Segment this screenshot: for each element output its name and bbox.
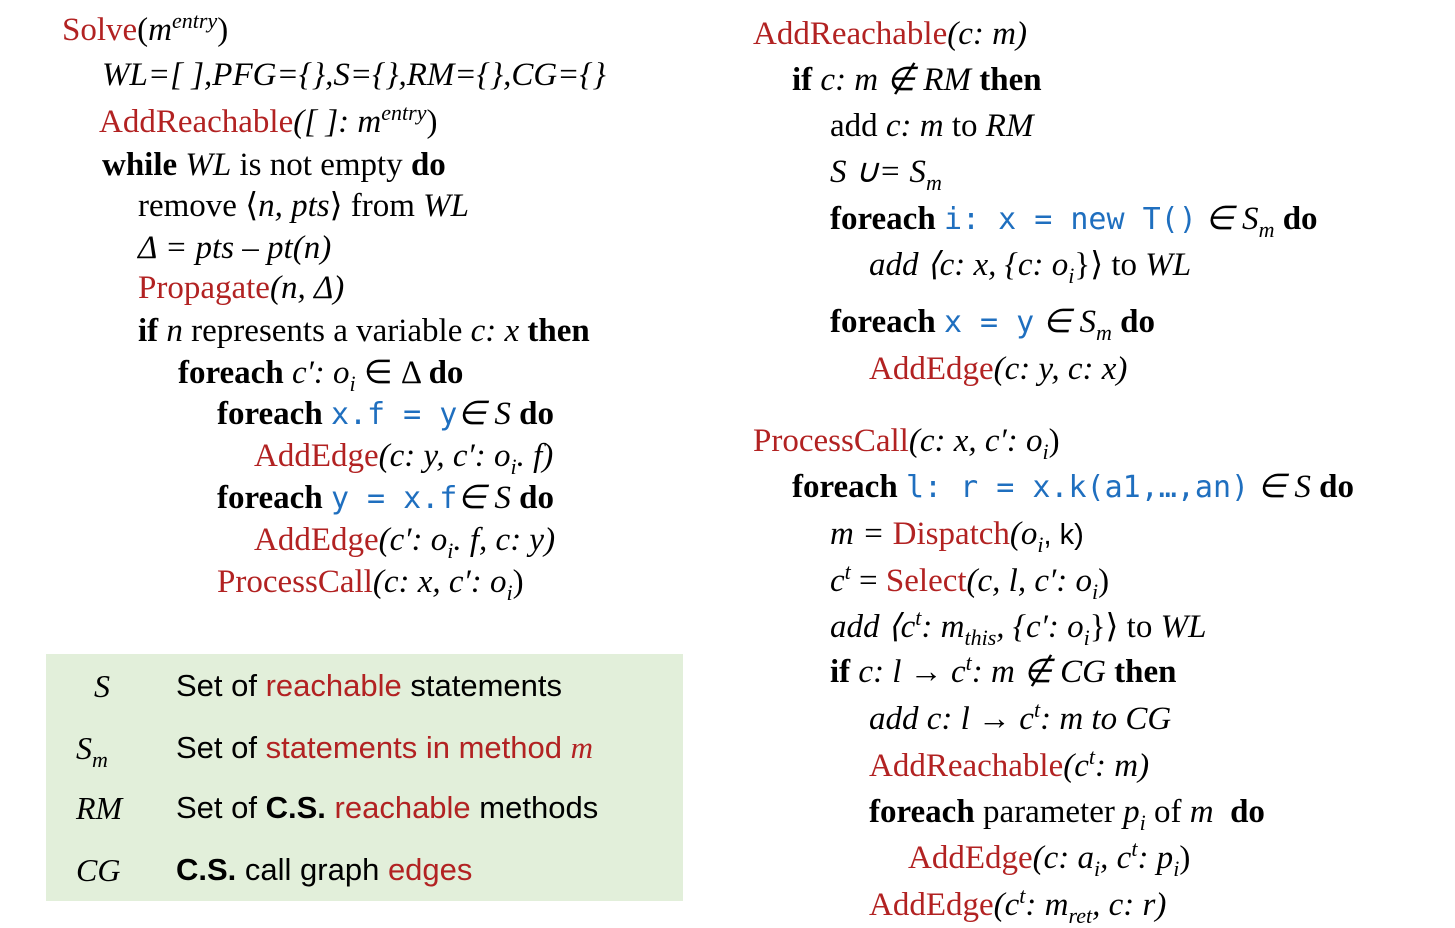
r-add2-d: }⟩ to <box>1089 609 1153 645</box>
if-mid: represents a variable <box>191 313 463 349</box>
r-ae2-b: , c <box>1100 840 1132 876</box>
addreachable-entry-line: AddReachable([ ]: $m^{entry}$) <box>99 100 438 140</box>
r-ar2-b: : m) <box>1095 748 1150 784</box>
foreach-load-line <box>217 478 554 519</box>
r-fe4-mid: parameter <box>982 794 1115 830</box>
fe1-do: do <box>428 355 464 391</box>
if-then: then <box>527 313 590 349</box>
legend-text-rm <box>176 790 598 826</box>
fe1-post: ∈ Δ <box>363 355 421 391</box>
r-ae3-c: , c: r) <box>1092 887 1167 923</box>
entry-sup: entry <box>172 8 218 33</box>
r-add-cm: c: m <box>885 108 944 144</box>
r-union-line <box>830 152 942 195</box>
r-wl: WL <box>1145 247 1192 283</box>
r-foreach-kw-3: foreach <box>792 469 898 505</box>
fe3-code: y = x.f <box>330 481 458 516</box>
r-addreachable-ct-line <box>869 746 1149 786</box>
init-line: WL=[ ],PFG={},S={},RM={},CG={} <box>102 57 606 93</box>
fe3-do: do <box>519 480 554 516</box>
propagate-fn: Propagate <box>138 270 270 306</box>
r-add-rm-line <box>830 106 1033 146</box>
pc-b: ) <box>512 564 524 600</box>
r-ar2-sup: t <box>1088 744 1096 769</box>
r-fe1-do: do <box>1282 201 1318 237</box>
r-union: S ∪= S <box>830 154 926 190</box>
r-ae2-d: ) <box>1179 840 1191 876</box>
legend-rm-red: reachable <box>325 790 471 825</box>
while-wl: WL <box>185 147 232 183</box>
legend-cg-mid: call graph <box>236 852 388 887</box>
processcall-line <box>217 562 524 605</box>
foreach-kw-1: foreach <box>178 355 284 391</box>
r-fe3-post: ∈ S <box>1257 469 1311 505</box>
solve-fn: Solve <box>62 12 138 48</box>
r-fe4-p: p <box>1123 794 1140 830</box>
r-if2-b: : m ∉ CG <box>971 654 1106 690</box>
r-ct-sup: t <box>844 559 851 584</box>
remove-line <box>138 186 469 226</box>
ae1-b: . f) <box>516 438 554 474</box>
r-add-this-line <box>830 605 1207 650</box>
r-ae3-sub: ret <box>1068 903 1093 928</box>
r-ae2-sub2: i <box>1173 856 1180 881</box>
r-if-kw: if <box>792 62 813 98</box>
fe2-do: do <box>519 396 554 432</box>
legend-sm-sub: m <box>92 747 108 772</box>
r-fe4-of: of <box>1153 794 1182 830</box>
legend-box <box>46 654 683 901</box>
remove-args: n, pts <box>258 188 330 224</box>
legend-sm-pre: Set of <box>176 730 266 765</box>
legend-sym-sm <box>76 730 186 772</box>
legend-rm-bold: C.S. <box>265 790 326 825</box>
solve-arg: m <box>148 12 173 48</box>
r-ae2-sup: t <box>1131 836 1138 861</box>
r-ae2-c: : p <box>1137 840 1174 876</box>
while-do: do <box>410 147 446 183</box>
fe2-code: x.f = y <box>330 397 458 432</box>
r-ar2-fn: AddReachable <box>869 748 1064 784</box>
legend-text-s <box>176 668 562 704</box>
r-if-then: then <box>979 62 1042 98</box>
r-pc-b: ) <box>1048 423 1060 459</box>
remove-wl: WL <box>423 188 469 224</box>
r-ar2-a: (c <box>1063 748 1089 784</box>
r-if-line <box>792 60 1042 100</box>
fe1-expr: c′: o <box>291 355 350 391</box>
r-wl-add-b: }⟩ to <box>1074 247 1138 283</box>
legend-text-sm <box>176 730 593 766</box>
r-foreach-assign-line <box>830 302 1155 343</box>
r-foreach-new-line <box>830 199 1318 240</box>
r-union-sub: m <box>925 170 942 195</box>
r-select-b: ) <box>1098 563 1110 599</box>
r-if2-a: c: l → c <box>858 654 966 690</box>
ae1-fn: AddEdge <box>254 438 379 474</box>
legend-sym-rm: RM <box>76 790 123 826</box>
solve-header: $Solve(m^{entry})$ <box>62 8 229 48</box>
r-ar-arg: (c: m) <box>947 16 1027 52</box>
ae2-sub: i <box>447 538 454 563</box>
delta-line: Δ = pts – pt(n) <box>138 230 332 266</box>
r-ae2-a: (c: a <box>1032 840 1095 876</box>
r-add-to: to <box>951 108 978 144</box>
legend-cg-bold: C.S. <box>176 852 237 887</box>
r-fe1-post: ∈ S <box>1205 201 1259 237</box>
r-ae3-a: (c <box>993 887 1020 923</box>
r-add2-wl: WL <box>1160 609 1207 645</box>
r-pc-fn: ProcessCall <box>753 423 909 459</box>
legend-sm-red: statements in method <box>265 730 571 765</box>
r-if-cg-line <box>830 652 1177 692</box>
fe3-post: ∈ S <box>457 480 511 516</box>
r-dispatch-b: , k) <box>1043 519 1084 551</box>
pc-sub: i <box>506 580 513 605</box>
if-variable-line <box>138 311 590 351</box>
ae2-b: . f, c: y) <box>453 522 556 558</box>
legend-rm-pre: Set of <box>176 790 266 825</box>
foreach-kw-3: foreach <box>217 480 323 516</box>
pc-a: (c: x, c′: o <box>372 564 507 600</box>
r-addedge-param-line <box>908 836 1191 881</box>
r-foreach-kw-1: foreach <box>830 201 936 237</box>
r-select-fn: Select <box>885 563 967 599</box>
r-add3-sup: t <box>1033 697 1041 722</box>
ae2-a: (c′: o <box>378 522 448 558</box>
r-ae-fn: AddEdge <box>869 351 994 387</box>
r-fe2-do: do <box>1120 304 1155 340</box>
r-add-wl-line <box>869 245 1192 288</box>
r-select-a: (c, l, c′: o <box>966 563 1092 599</box>
r-foreach-kw-4: foreach <box>869 794 975 830</box>
ae1-a: (c: y, c′: o <box>378 438 511 474</box>
r-add-rm: RM <box>985 108 1034 144</box>
r-foreach-kw-2: foreach <box>830 304 936 340</box>
pc-fn: ProcessCall <box>217 564 373 600</box>
r-fe2-post: ∈ S <box>1042 304 1096 340</box>
r-add2-sub: this <box>964 625 997 650</box>
r-fe4-sub: i <box>1139 810 1146 835</box>
legend-sm-m: m <box>570 730 593 765</box>
r-ae3-fn: AddEdge <box>869 887 994 923</box>
r-wl-add-a: add ⟨c: x, {c: o <box>869 247 1069 283</box>
r-wl-add-sub: i <box>1068 263 1075 288</box>
propagate-args: (n, Δ) <box>269 270 345 306</box>
ae1-sub: i <box>510 454 517 479</box>
remove-pre: remove ⟨ <box>138 188 259 224</box>
r-fe4-m: m <box>1189 794 1214 830</box>
legend-s-post: statements <box>401 668 563 703</box>
r-add2-sup: t <box>915 605 922 630</box>
r-add-cg-line <box>869 699 1171 739</box>
r-ae3-sup: t <box>1019 883 1026 908</box>
addreach-arg: ([ ]: m <box>293 104 382 140</box>
legend-s-pre: Set of <box>176 668 266 703</box>
r-dispatch-a: (o <box>1009 516 1038 552</box>
r-foreach-call-line <box>792 467 1354 508</box>
r-fe4-do: do <box>1230 794 1265 830</box>
foreach-store-line <box>217 394 554 435</box>
r-if-cond: c: m ∉ RM <box>820 62 972 98</box>
r-m-eq: m = <box>830 516 885 552</box>
r-add2-sub2: i <box>1083 625 1090 650</box>
ae2-fn: AddEdge <box>254 522 379 558</box>
r-foreach-param-line <box>869 792 1265 835</box>
r-pc-a: (c: x, c′: o <box>908 423 1043 459</box>
remove-post: ⟩ from <box>329 188 415 224</box>
entry-sup-2: entry <box>381 100 427 125</box>
addedge-load-line <box>254 520 556 563</box>
r-fe3-code: l: r = x.k(a1,…,an) <box>905 470 1250 505</box>
while-kw: while <box>102 147 178 183</box>
r-fe1-sub: m <box>1258 217 1275 242</box>
r-fe2-sub: m <box>1096 320 1112 345</box>
legend-sm-s: S <box>76 730 92 766</box>
r-dispatch-line <box>830 514 1084 555</box>
r-add2-c: , {c′: o <box>996 609 1084 645</box>
while-line <box>102 145 446 185</box>
r-ae2-fn: AddEdge <box>908 840 1033 876</box>
legend-cg-red: edges <box>387 852 473 887</box>
r-add-kw: add <box>830 108 878 144</box>
r-add3-a: add c: l → c <box>869 701 1034 737</box>
addreachable-header <box>753 14 1027 54</box>
r-select-line <box>830 559 1110 604</box>
r-if2-sup: t <box>965 650 972 675</box>
r-ar-fn: AddReachable <box>753 16 948 52</box>
r-fe1-code: i: x = new T() <box>943 202 1197 237</box>
processcall-header <box>753 421 1060 464</box>
r-if2-kw: if <box>830 654 851 690</box>
legend-rm-post: methods <box>470 790 599 825</box>
legend-s-red: reachable <box>265 668 402 703</box>
legend-sym-cg: CG <box>76 852 121 888</box>
addreach-fn: AddReachable <box>99 104 294 140</box>
r-dispatch-fn: Dispatch <box>892 516 1010 552</box>
r-select-sub: i <box>1091 579 1099 604</box>
while-mid: is not empty <box>239 147 403 183</box>
r-if2-then: then <box>1114 654 1177 690</box>
fe2-post: ∈ S <box>457 396 511 432</box>
if-var: c: x <box>470 313 520 349</box>
foreach-delta-line <box>178 353 464 396</box>
fe1-sub: i <box>349 371 356 396</box>
r-fe3-do: do <box>1319 469 1354 505</box>
r-add2-a: add ⟨c <box>830 609 916 645</box>
propagate-line <box>138 268 344 308</box>
r-addedge-ret-line <box>869 883 1167 928</box>
if-kw: if <box>138 313 159 349</box>
r-ct-eq: = <box>850 563 878 599</box>
r-ae2-sub: i <box>1094 856 1101 881</box>
r-ct-c: c <box>830 563 845 599</box>
legend-text-cg <box>176 852 472 888</box>
foreach-kw-2: foreach <box>217 396 323 432</box>
legend-sym-s: S <box>94 668 110 704</box>
r-fe2-code: x = y <box>943 305 1035 340</box>
r-ae3-b: : m <box>1025 887 1069 923</box>
r-ae-args: (c: y, c: x) <box>993 351 1128 387</box>
if-n: n <box>166 313 183 349</box>
r-add2-b: : m <box>921 609 965 645</box>
addedge-store-line <box>254 436 554 479</box>
r-pc-sub: i <box>1042 439 1049 464</box>
r-addedge-assign-line <box>869 349 1127 389</box>
r-add3-b: : m to CG <box>1040 701 1172 737</box>
r-dispatch-sub: i <box>1037 532 1044 557</box>
